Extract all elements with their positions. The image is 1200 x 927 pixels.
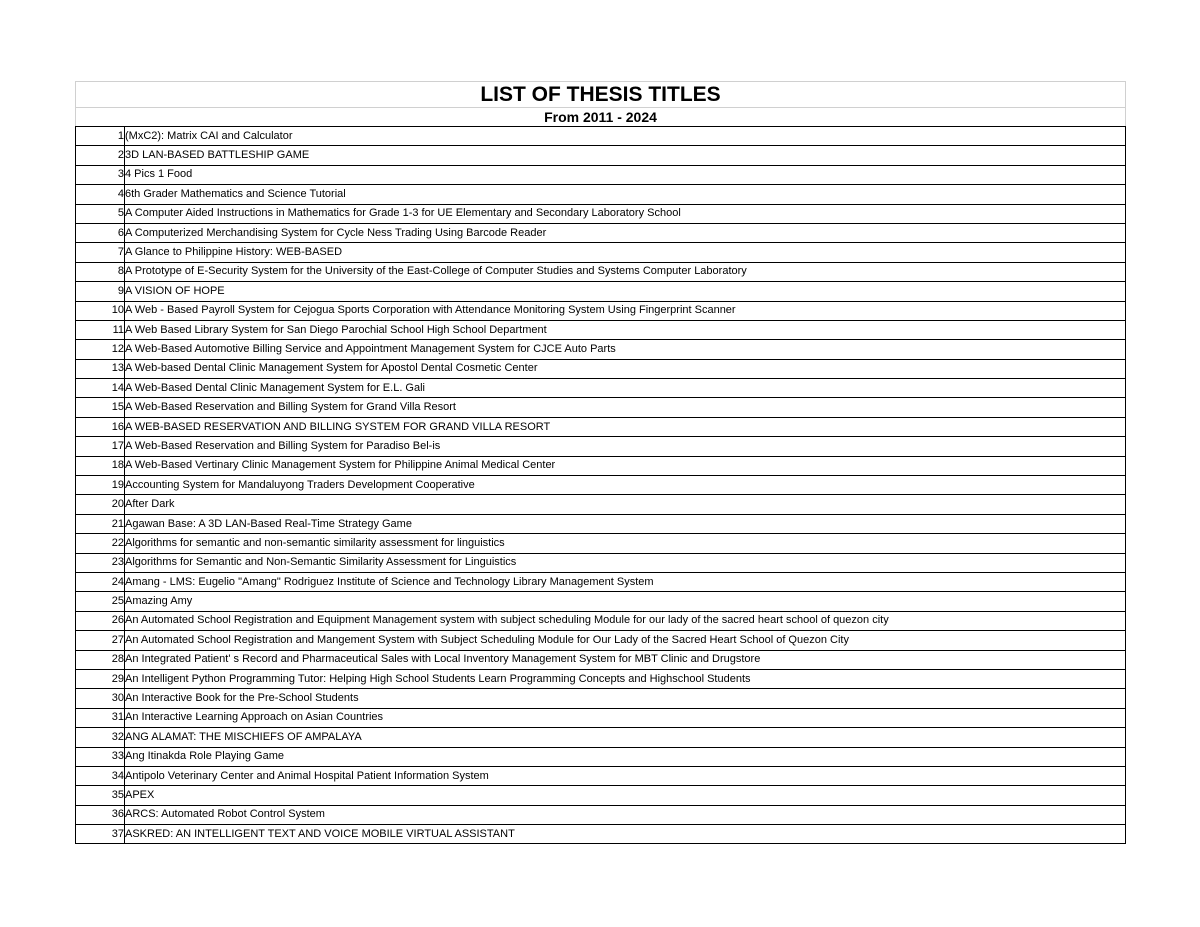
table-row bbox=[76, 669, 1126, 688]
row-number: 28 bbox=[76, 650, 125, 669]
table-row bbox=[76, 631, 1126, 650]
thesis-title: A Prototype of E-Security System for the University of the East-College of Computer Studies and Systems Computer Laboratory bbox=[125, 262, 1126, 281]
table-row bbox=[76, 127, 1126, 146]
row-number: 36 bbox=[76, 805, 125, 824]
row-number: 27 bbox=[76, 631, 125, 650]
thesis-title: A Web-Based Dental Clinic Management System for E.L. Gali bbox=[125, 379, 1126, 398]
row-number: 6 bbox=[76, 223, 125, 242]
thesis-title: A VISION OF HOPE bbox=[125, 282, 1126, 301]
row-number: 1 bbox=[76, 127, 125, 146]
table-row bbox=[76, 747, 1126, 766]
row-number: 33 bbox=[76, 747, 125, 766]
table-row bbox=[76, 514, 1126, 533]
thesis-title: An Interactive Learning Approach on Asian Countries bbox=[125, 708, 1126, 727]
row-number: 2 bbox=[76, 146, 125, 165]
thesis-title: A Glance to Philippine History: WEB-BASED bbox=[125, 243, 1126, 262]
table-row bbox=[76, 495, 1126, 514]
table-row bbox=[76, 146, 1126, 165]
thesis-title: Accounting System for Mandaluyong Traders Development Cooperative bbox=[125, 476, 1126, 495]
thesis-title: (MxC2): Matrix CAI and Calculator bbox=[125, 127, 1126, 146]
row-number: 11 bbox=[76, 320, 125, 339]
row-number: 23 bbox=[76, 553, 125, 572]
table-row bbox=[76, 592, 1126, 611]
table-row bbox=[76, 728, 1126, 747]
row-number: 26 bbox=[76, 611, 125, 630]
table-row bbox=[76, 359, 1126, 378]
table-row bbox=[76, 786, 1126, 805]
row-number: 35 bbox=[76, 786, 125, 805]
row-number: 29 bbox=[76, 669, 125, 688]
table-row bbox=[76, 185, 1126, 204]
table-row bbox=[76, 398, 1126, 417]
thesis-title: A Web-based Dental Clinic Management System for Apostol Dental Cosmetic Center bbox=[125, 359, 1126, 378]
subtitle-row bbox=[76, 108, 1126, 127]
document-title: LIST OF THESIS TITLES bbox=[76, 82, 1126, 108]
thesis-title: An Intelligent Python Programming Tutor: Helping High School Students Learn Programming Concepts and Highschool Students bbox=[125, 669, 1126, 688]
row-number: 31 bbox=[76, 708, 125, 727]
thesis-title: 6th Grader Mathematics and Science Tutorial bbox=[125, 185, 1126, 204]
thesis-title: A Web-Based Reservation and Billing System for Paradiso Bel-is bbox=[125, 437, 1126, 456]
table-row bbox=[76, 204, 1126, 223]
thesis-title: An Integrated Patient' s Record and Pharmaceutical Sales with Local Inventory Management System for MBT Clinic and Drugstore bbox=[125, 650, 1126, 669]
table-row bbox=[76, 805, 1126, 824]
row-number: 5 bbox=[76, 204, 125, 223]
row-number: 15 bbox=[76, 398, 125, 417]
thesis-table-body bbox=[76, 82, 1126, 844]
table-row bbox=[76, 223, 1126, 242]
thesis-title: Ang Itinakda Role Playing Game bbox=[125, 747, 1126, 766]
table-row bbox=[76, 825, 1126, 844]
thesis-title: 3D LAN-BASED BATTLESHIP GAME bbox=[125, 146, 1126, 165]
thesis-title: A Web-Based Automotive Billing Service and Appointment Management System for CJCE Auto Parts bbox=[125, 340, 1126, 359]
row-number: 4 bbox=[76, 185, 125, 204]
thesis-table bbox=[75, 81, 1126, 844]
row-number: 7 bbox=[76, 243, 125, 262]
table-row bbox=[76, 572, 1126, 591]
row-number: 12 bbox=[76, 340, 125, 359]
thesis-title: An Interactive Book for the Pre-School Students bbox=[125, 689, 1126, 708]
table-row bbox=[76, 650, 1126, 669]
thesis-title: A WEB-BASED RESERVATION AND BILLING SYSTEM FOR GRAND VILLA RESORT bbox=[125, 417, 1126, 436]
thesis-title: ANG ALAMAT: THE MISCHIEFS OF AMPALAYA bbox=[125, 728, 1126, 747]
thesis-title: Algorithms for semantic and non-semantic similarity assessment for linguistics bbox=[125, 534, 1126, 553]
row-number: 25 bbox=[76, 592, 125, 611]
thesis-title: ARCS: Automated Robot Control System bbox=[125, 805, 1126, 824]
table-row bbox=[76, 708, 1126, 727]
thesis-title: Agawan Base: A 3D LAN-Based Real-Time Strategy Game bbox=[125, 514, 1126, 533]
table-row bbox=[76, 243, 1126, 262]
thesis-title: ASKRED: AN INTELLIGENT TEXT AND VOICE MOBILE VIRTUAL ASSISTANT bbox=[125, 825, 1126, 844]
row-number: 22 bbox=[76, 534, 125, 553]
table-row bbox=[76, 476, 1126, 495]
row-number: 9 bbox=[76, 282, 125, 301]
row-number: 19 bbox=[76, 476, 125, 495]
table-row bbox=[76, 437, 1126, 456]
row-number: 34 bbox=[76, 766, 125, 785]
thesis-title: Algorithms for Semantic and Non-Semantic Similarity Assessment for Linguistics bbox=[125, 553, 1126, 572]
table-row bbox=[76, 553, 1126, 572]
table-row bbox=[76, 320, 1126, 339]
row-number: 10 bbox=[76, 301, 125, 320]
thesis-title: A Web - Based Payroll System for Cejogua Sports Corporation with Attendance Monitoring System Using Fingerprint Scanner bbox=[125, 301, 1126, 320]
row-number: 8 bbox=[76, 262, 125, 281]
thesis-title: Amazing Amy bbox=[125, 592, 1126, 611]
table-row bbox=[76, 456, 1126, 475]
row-number: 37 bbox=[76, 825, 125, 844]
table-row bbox=[76, 417, 1126, 436]
thesis-title: A Web Based Library System for San Diego Parochial School High School Department bbox=[125, 320, 1126, 339]
thesis-title: A Web-Based Reservation and Billing System for Grand Villa Resort bbox=[125, 398, 1126, 417]
thesis-title: A Computer Aided Instructions in Mathematics for Grade 1-3 for UE Elementary and Secondary Laboratory School bbox=[125, 204, 1126, 223]
thesis-title: Antipolo Veterinary Center and Animal Hospital Patient Information System bbox=[125, 766, 1126, 785]
table-row bbox=[76, 611, 1126, 630]
thesis-title: An Automated School Registration and Mangement System with Subject Scheduling Module for Our Lady of the Sacred Heart School of Quezon City bbox=[125, 631, 1126, 650]
table-row bbox=[76, 282, 1126, 301]
thesis-title: Amang - LMS: Eugelio "Amang" Rodriguez Institute of Science and Technology Library Management System bbox=[125, 572, 1126, 591]
table-row bbox=[76, 534, 1126, 553]
thesis-title: An Automated School Registration and Equipment Management system with subject scheduling Module for our lady of the sacred heart school of quezon city bbox=[125, 611, 1126, 630]
table-row bbox=[76, 766, 1126, 785]
row-number: 18 bbox=[76, 456, 125, 475]
thesis-title: A Computerized Merchandising System for Cycle Ness Trading Using Barcode Reader bbox=[125, 223, 1126, 242]
table-row bbox=[76, 301, 1126, 320]
row-number: 14 bbox=[76, 379, 125, 398]
row-number: 20 bbox=[76, 495, 125, 514]
row-number: 24 bbox=[76, 572, 125, 591]
row-number: 21 bbox=[76, 514, 125, 533]
thesis-title: After Dark bbox=[125, 495, 1126, 514]
title-row bbox=[76, 82, 1126, 108]
row-number: 30 bbox=[76, 689, 125, 708]
table-row bbox=[76, 165, 1126, 184]
thesis-title: APEX bbox=[125, 786, 1126, 805]
table-row bbox=[76, 340, 1126, 359]
table-row bbox=[76, 689, 1126, 708]
thesis-title: 4 Pics 1 Food bbox=[125, 165, 1126, 184]
row-number: 13 bbox=[76, 359, 125, 378]
table-row bbox=[76, 262, 1126, 281]
thesis-title: A Web-Based Vertinary Clinic Management System for Philippine Animal Medical Center bbox=[125, 456, 1126, 475]
row-number: 16 bbox=[76, 417, 125, 436]
document-subtitle: From 2011 - 2024 bbox=[76, 108, 1126, 127]
row-number: 17 bbox=[76, 437, 125, 456]
row-number: 3 bbox=[76, 165, 125, 184]
table-row bbox=[76, 379, 1126, 398]
row-number: 32 bbox=[76, 728, 125, 747]
